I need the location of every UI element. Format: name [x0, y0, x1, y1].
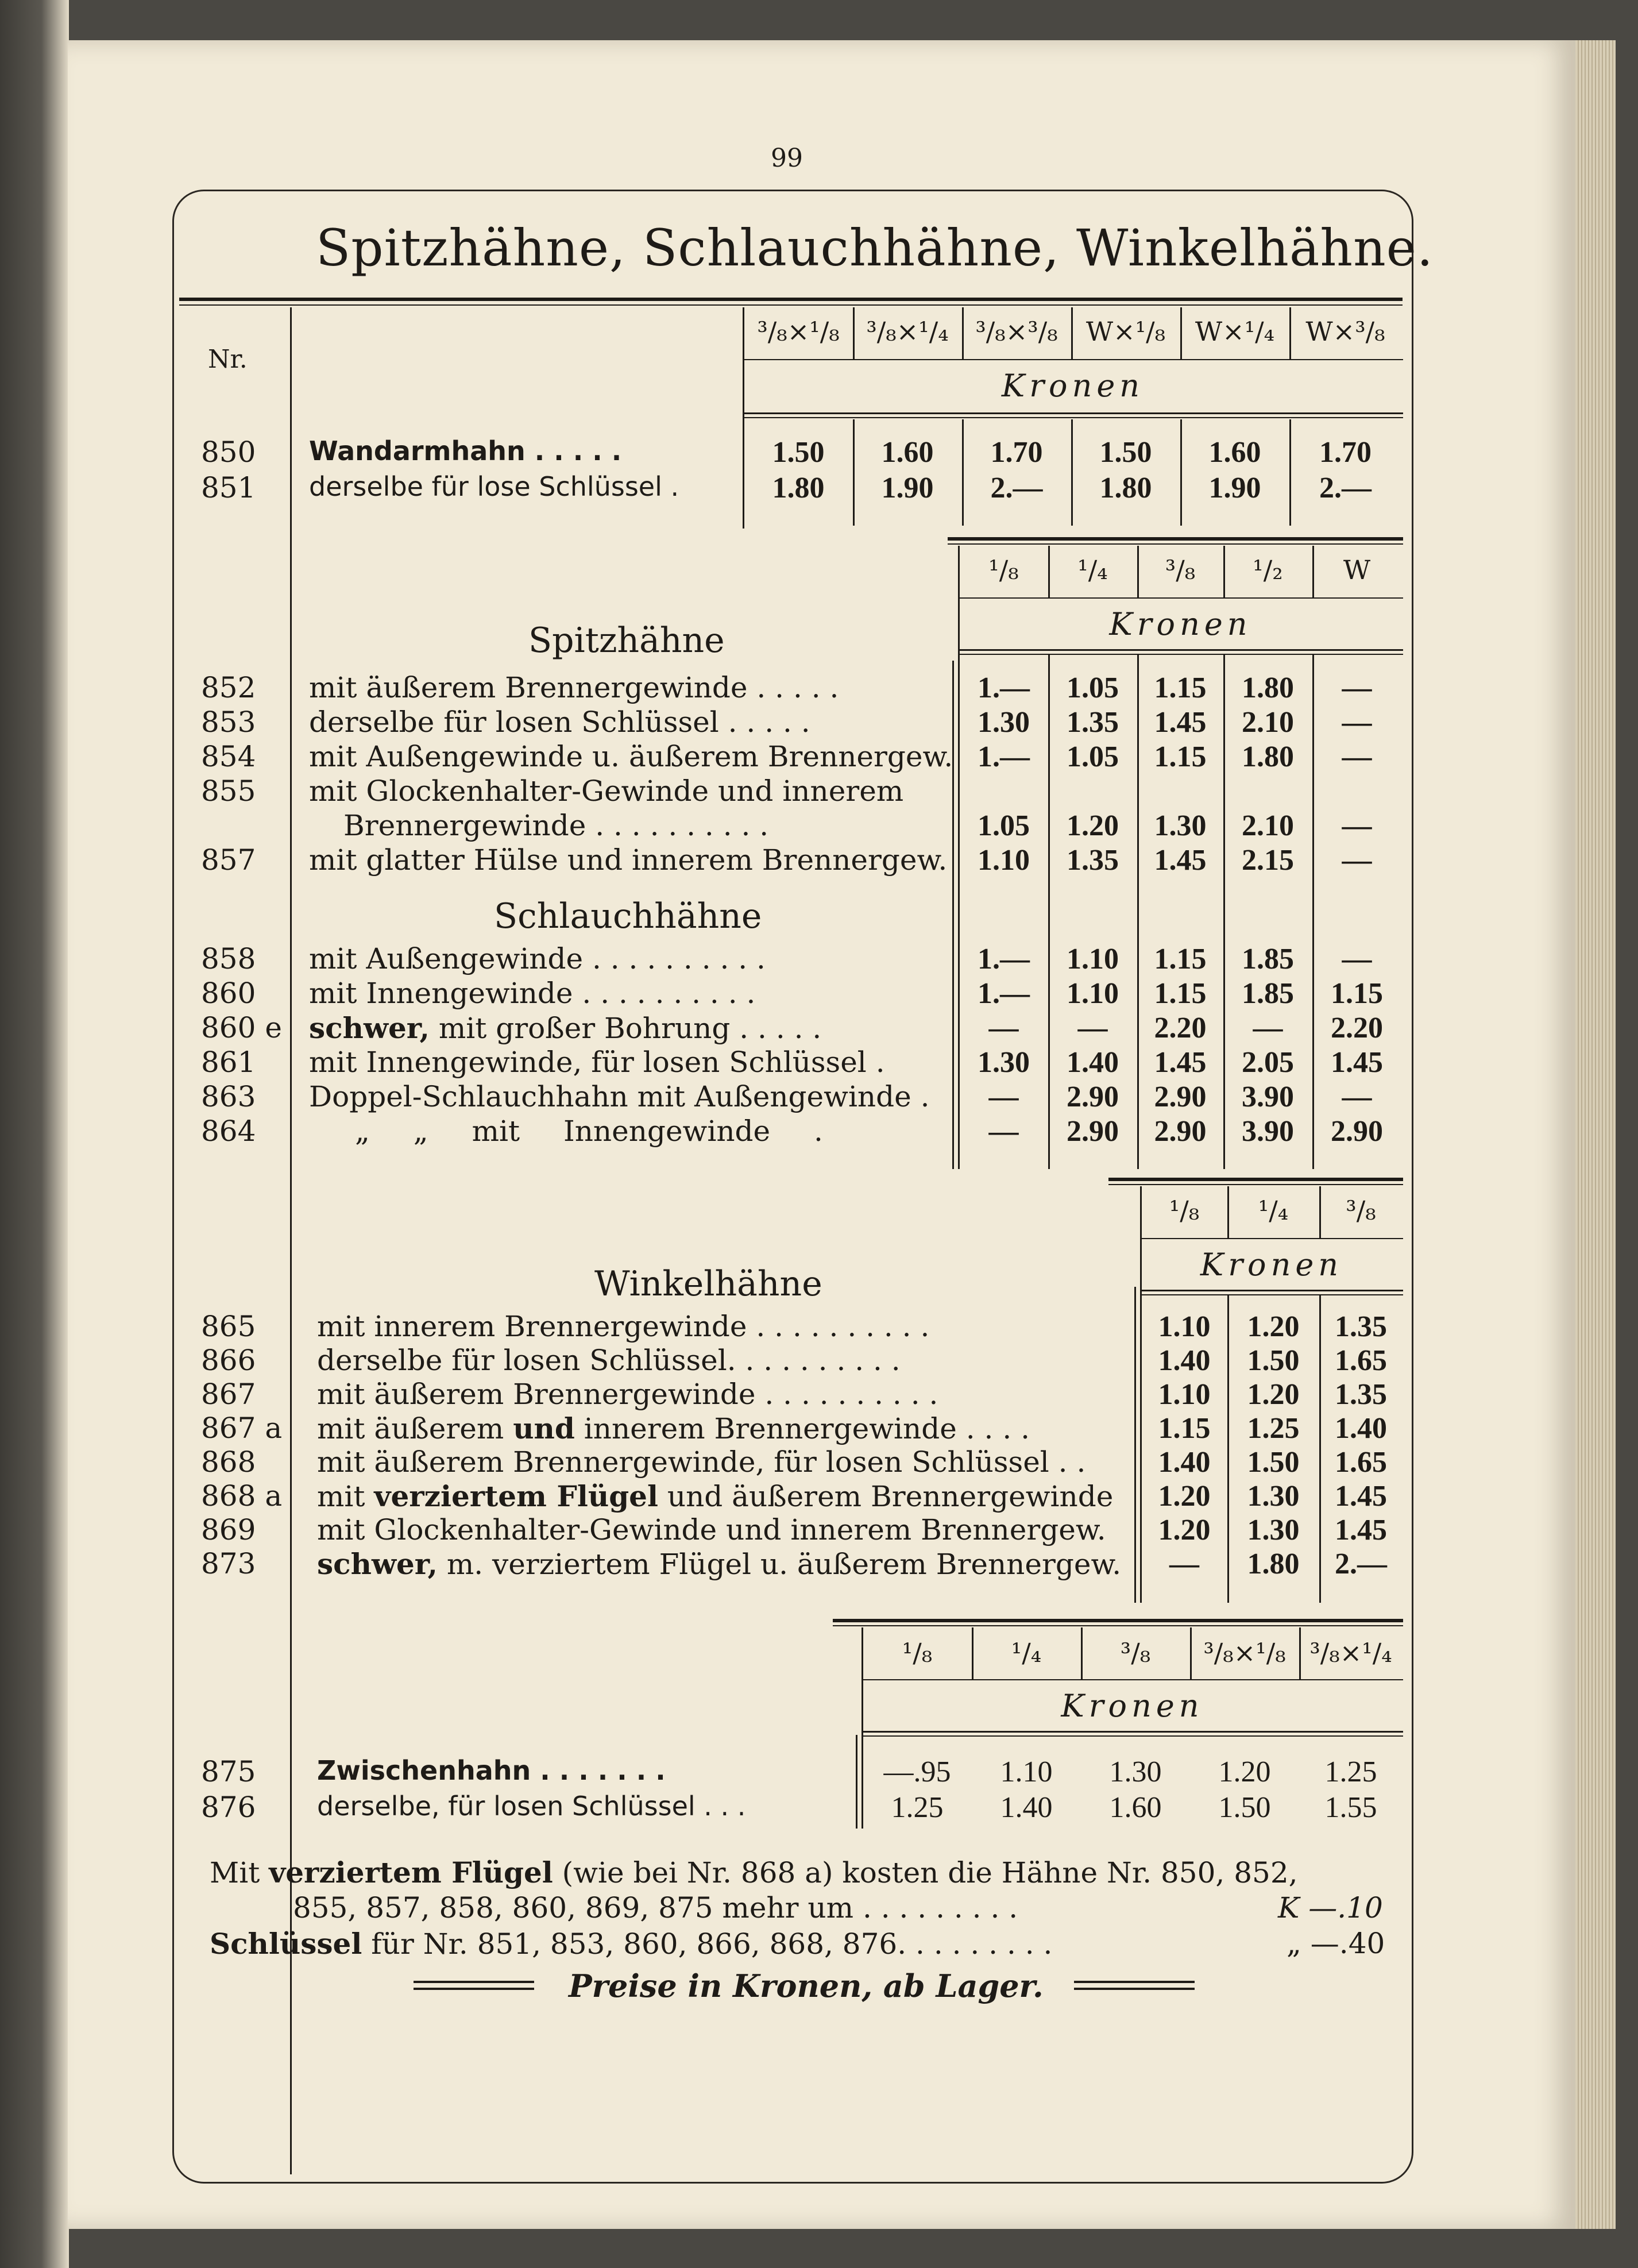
item-desc-pre: mit äußerem: [317, 1412, 513, 1445]
price: —: [1342, 1081, 1372, 1113]
price: —: [1342, 943, 1372, 975]
item-desc: derselbe für losen Schlüssel. . . . . . . . . .: [317, 1344, 901, 1377]
t2-hdr-sep: [1223, 546, 1225, 597]
item-desc: [317, 1479, 1113, 1513]
top-rule-thin: [179, 304, 1403, 306]
t1-kronen: Kronen: [1001, 368, 1145, 404]
price: 2.90: [1067, 1115, 1119, 1148]
t2-left-border-outer: [952, 661, 954, 1169]
price: 1.80: [1099, 472, 1152, 504]
t4-top-rule: [833, 1619, 1403, 1622]
t1-header-rule: [743, 359, 1403, 360]
t2-header-rule: [958, 597, 1403, 599]
item-desc-bold: schwer,: [309, 1011, 430, 1045]
price: 1.30: [978, 1046, 1030, 1079]
t2-kronen: Kronen: [1109, 606, 1252, 642]
price: 1.20: [1218, 1756, 1271, 1788]
item-nr: 875: [201, 1755, 256, 1788]
price: 2.20: [1154, 1012, 1207, 1044]
price: —: [988, 1115, 1019, 1148]
t1-col-header: W×¹/₈: [1085, 316, 1166, 347]
price: 1.80: [772, 472, 825, 504]
price: 1.15: [1154, 672, 1207, 704]
price: 1.50: [1247, 1344, 1300, 1377]
price: 1.55: [1324, 1791, 1377, 1824]
item-desc-desc: m. verziertem Flügel u. äußerem Brennergew.: [437, 1548, 1122, 1581]
item-nr: 868: [201, 1445, 256, 1479]
price: 1.10: [1158, 1378, 1211, 1411]
item-nr: 854: [201, 740, 256, 773]
item-nr: 852: [201, 671, 256, 704]
top-rule: [179, 298, 1403, 301]
t3-kronen-rule: [1140, 1290, 1403, 1291]
item-nr: 851: [201, 471, 256, 504]
note-line-2-price: K —.10: [1278, 1891, 1383, 1924]
t3-col-header: ¹/₈: [1169, 1195, 1200, 1226]
price: 1.35: [1335, 1378, 1387, 1411]
section-title: Winkelhähne: [594, 1264, 822, 1304]
price: 1.65: [1335, 1344, 1387, 1377]
note3-bold: Schlüssel: [210, 1927, 362, 1961]
t4-hdr-sep: [1190, 1627, 1192, 1679]
item-desc: mit glatter Hülse und innerem Brennergew.: [309, 843, 948, 877]
item-desc-bold: schwer,: [317, 1547, 438, 1581]
item-nr: 861: [201, 1046, 256, 1079]
nr-divider: [290, 307, 292, 2174]
item-desc: mit Glockenhalter-Gewinde und innerem: [309, 774, 904, 808]
price: 1.90: [1208, 472, 1261, 504]
section-title: Schlauchhähne: [494, 896, 762, 936]
footer-rule-right-2: [1074, 1988, 1195, 1990]
price: —.95: [883, 1756, 951, 1788]
item-nr: 864: [201, 1114, 256, 1148]
price: 1.60: [881, 436, 934, 469]
price: 2.—: [1335, 1548, 1387, 1580]
price: 1.05: [978, 809, 1030, 842]
t2-col-header: ¹/₈: [988, 554, 1019, 585]
item-nr: 860: [201, 977, 256, 1010]
price: 1.30: [1154, 809, 1207, 842]
price: 2.90: [1067, 1081, 1119, 1113]
price: 1.70: [1319, 436, 1372, 469]
t1-col-header: W×¹/₄: [1195, 316, 1275, 347]
footer-rule-left: [414, 1981, 534, 1983]
t4-kronen-rule2: [862, 1735, 1403, 1737]
item-desc: mit Innengewinde, für losen Schlüssel .: [309, 1046, 885, 1079]
price: 1.20: [1247, 1310, 1300, 1343]
price: —: [1342, 740, 1372, 773]
item-desc: mit äußerem Brennergewinde . . . . . . . . . .: [317, 1378, 938, 1411]
t1-col-header: ³/₈×¹/₄: [866, 316, 949, 347]
price: 1.45: [1335, 1480, 1387, 1513]
price: 1.15: [1154, 977, 1207, 1010]
price: 2.90: [1331, 1115, 1383, 1148]
note1-pre: Mit: [210, 1856, 269, 1889]
page-number: 99: [771, 144, 803, 173]
item-nr: 860 e: [201, 1011, 282, 1044]
t1-hdr-sep: [1180, 307, 1182, 359]
item-desc-rest: mit großer Bohrung . . . . .: [429, 1012, 822, 1045]
t4-col-header: ³/₈×¹/₄: [1309, 1637, 1392, 1668]
note3-rest: für Nr. 851, 853, 860, 866, 868, 876. . . . . . . . .: [362, 1927, 1053, 1961]
price: 1.20: [1158, 1514, 1211, 1546]
footer-rule-left-2: [414, 1988, 534, 1990]
item-desc: „ „ mit Innengewinde .: [355, 1114, 823, 1148]
item-desc: mit Innengewinde . . . . . . . . . .: [309, 977, 756, 1010]
price: 1.05: [1067, 740, 1119, 773]
price: 1.80: [1242, 740, 1294, 773]
price: 1.80: [1242, 672, 1294, 704]
price: 1.40: [1335, 1412, 1387, 1445]
price: 1.10: [1158, 1310, 1211, 1343]
price: 1.10: [978, 844, 1030, 877]
t2-hdr-sep: [1312, 546, 1314, 597]
price: 1.45: [1154, 1046, 1207, 1079]
t3-col-header: ¹/₄: [1258, 1195, 1289, 1226]
price: 1.45: [1154, 844, 1207, 877]
item-desc: [317, 1547, 1121, 1581]
price: 1.10: [1067, 943, 1119, 975]
price: 1.40: [1000, 1791, 1053, 1824]
price: 1.30: [1247, 1480, 1300, 1513]
price: 2.15: [1242, 844, 1294, 877]
price: 1.45: [1335, 1514, 1387, 1546]
price: 1.30: [1247, 1514, 1300, 1546]
item-nr: 865: [201, 1310, 256, 1343]
item-desc-pre: mit: [317, 1480, 374, 1513]
t3-left-border-outer: [1134, 1287, 1136, 1603]
price: 1.35: [1067, 706, 1119, 739]
price: 1.25: [891, 1791, 944, 1824]
price: 2.—: [990, 472, 1043, 504]
item-desc: derselbe für losen Schlüssel . . . . .: [309, 705, 810, 739]
t1-col-header: ³/₈×³/₈: [975, 316, 1058, 347]
footer-title: Preise in Kronen, ab Lager.: [569, 1968, 1044, 2004]
price: 1.—: [978, 943, 1030, 975]
price: 1.—: [978, 740, 1030, 773]
price: 1.30: [1109, 1756, 1162, 1788]
footer-rule-right: [1074, 1981, 1195, 1983]
item-nr: 866: [201, 1344, 256, 1377]
t4-col-header: ³/₈×¹/₈: [1203, 1637, 1286, 1668]
price: 1.50: [1218, 1791, 1271, 1824]
price: 1.20: [1158, 1480, 1211, 1513]
item-desc-desc: und äußerem Brennergewinde: [658, 1480, 1114, 1513]
nr-header: Nr.: [208, 345, 248, 374]
price: 2.05: [1242, 1046, 1294, 1079]
page-edges: [1575, 40, 1616, 2229]
item-desc: mit Außengewinde u. äußerem Brennergew.: [309, 740, 953, 773]
price: 1.10: [1000, 1756, 1053, 1788]
item-desc-bold: und: [513, 1411, 575, 1445]
note1-rest: (wie bei Nr. 868 a) kosten die Hähne Nr. 850, 852,: [553, 1856, 1298, 1889]
price: —: [1342, 844, 1372, 877]
item-desc: mit Glockenhalter-Gewinde und innerem Brennergew.: [317, 1513, 1106, 1546]
t2-col-header: ¹/₄: [1077, 554, 1108, 585]
price: 1.30: [978, 706, 1030, 739]
item-nr: 867 a: [201, 1411, 283, 1445]
t2-kronen-rule2: [958, 654, 1403, 655]
t3-col-header: ³/₈: [1346, 1195, 1376, 1226]
item-nr: 867: [201, 1378, 256, 1411]
book-spine: [0, 0, 69, 2268]
t1-hdr-sep: [1071, 307, 1073, 359]
price: —: [988, 1012, 1019, 1044]
price: 1.45: [1154, 706, 1207, 739]
t4-left-border-outer: [856, 1735, 857, 1829]
t3-hdr-sep: [1227, 1186, 1229, 1238]
t4-hdr-sep: [1081, 1627, 1083, 1679]
price: 3.90: [1242, 1115, 1294, 1148]
item-desc: mit äußerem Brennergewinde, für losen Schlüssel . .: [317, 1445, 1086, 1479]
item-desc: [317, 1411, 1030, 1445]
t1-kronen-rule: [743, 412, 1403, 414]
price: —: [988, 1081, 1019, 1113]
item-nr: 869: [201, 1513, 256, 1546]
price: 1.50: [1099, 436, 1152, 469]
t2-top-rule: [948, 537, 1403, 541]
price: 1.60: [1109, 1791, 1162, 1824]
price: 1.35: [1067, 844, 1119, 877]
price: —: [1342, 672, 1372, 704]
price: 1.40: [1158, 1344, 1211, 1377]
price: 1.15: [1154, 740, 1207, 773]
t1-hdr-sep: [962, 307, 964, 359]
item-desc: [309, 1011, 821, 1045]
price: 1.05: [1067, 672, 1119, 704]
t3-header-rule: [1140, 1238, 1403, 1239]
item-desc: mit äußerem Brennergewinde . . . . .: [309, 671, 839, 704]
price: 2.90: [1154, 1081, 1207, 1113]
t4-kronen: Kronen: [1061, 1688, 1204, 1724]
price: 1.50: [772, 436, 825, 469]
t4-kronen-rule: [862, 1731, 1403, 1733]
item-desc: mit Außengewinde . . . . . . . . . .: [309, 942, 766, 975]
price: 1.85: [1242, 977, 1294, 1010]
item-nr: 857: [201, 843, 256, 877]
price: 1.20: [1067, 809, 1119, 842]
t4-hdr-sep: [972, 1627, 973, 1679]
price: —: [1169, 1548, 1199, 1580]
price: —: [1077, 1012, 1108, 1044]
price: 1.90: [881, 472, 934, 504]
item-desc: Doppel-Schlauchhahn mit Außengewinde .: [309, 1080, 930, 1113]
item-desc: derselbe für lose Schlüssel .: [309, 471, 679, 502]
price: 3.90: [1242, 1081, 1294, 1113]
t4-col-header: ¹/₈: [902, 1637, 933, 1668]
t3-kronen: Kronen: [1200, 1247, 1343, 1283]
item-nr: 876: [201, 1791, 256, 1824]
t2-hdr-sep: [1048, 546, 1050, 597]
t1-col-header: ³/₈×¹/₈: [757, 316, 840, 347]
t3-kronen-rule2: [1140, 1294, 1403, 1295]
t4-top-rule-thin: [833, 1625, 1403, 1626]
price: 1.35: [1335, 1310, 1387, 1343]
t1-kronen-rule2: [743, 417, 1403, 418]
t4-col-header: ¹/₄: [1011, 1637, 1042, 1668]
t2-col-header: ¹/₂: [1253, 554, 1283, 585]
price: 1.80: [1247, 1548, 1300, 1580]
price: 1.60: [1208, 436, 1261, 469]
item-desc: derselbe, für losen Schlüssel . . .: [317, 1791, 746, 1822]
t1-hdr-sep: [853, 307, 855, 359]
note-line-3-price: „ —.40: [1287, 1927, 1385, 1960]
price: 1.70: [990, 436, 1043, 469]
item-nr: 853: [201, 705, 256, 739]
item-nr: 868 a: [201, 1479, 283, 1513]
price: 1.50: [1247, 1446, 1300, 1479]
t2-kronen-rule: [958, 649, 1403, 651]
item-nr: 863: [201, 1080, 256, 1113]
price: 2.90: [1154, 1115, 1207, 1148]
price: 1.—: [978, 977, 1030, 1010]
price: 1.10: [1067, 977, 1119, 1010]
t3-hdr-sep: [1319, 1186, 1321, 1238]
price: 1.40: [1067, 1046, 1119, 1079]
t3-top-rule: [1108, 1178, 1403, 1181]
price: 2.10: [1242, 809, 1294, 842]
t2-top-rule-thin: [948, 543, 1403, 545]
item-desc-bold: verziertem Flügel: [374, 1479, 658, 1513]
item-desc-desc: innerem Brennergewinde . . . .: [574, 1412, 1030, 1445]
price: 1.40: [1158, 1446, 1211, 1479]
page-title: Spitzhähne, Schlauchhähne, Winkelhähne.: [316, 218, 1434, 277]
t4-col-header: ³/₈: [1120, 1637, 1151, 1668]
price: 2.10: [1242, 706, 1294, 739]
t1-col-header: W×³/₈: [1305, 316, 1385, 347]
t2-col-header: ³/₈: [1165, 554, 1196, 585]
price: 2.—: [1319, 472, 1372, 504]
price: 1.65: [1335, 1446, 1387, 1479]
item-nr: 855: [201, 774, 256, 808]
t1-hdr-sep: [1289, 307, 1291, 359]
price: 1.15: [1154, 943, 1207, 975]
item-desc-cont: Brennergewinde . . . . . . . . . .: [343, 809, 769, 842]
price: 1.25: [1324, 1756, 1377, 1788]
price: —: [1253, 1012, 1283, 1044]
price: 1.85: [1242, 943, 1294, 975]
note-line-3: [210, 1927, 1052, 1961]
item-desc: mit innerem Brennergewinde . . . . . . . . . .: [317, 1310, 930, 1343]
item-nr: 850: [201, 435, 256, 469]
item-desc: Wandarmhahn . . . . .: [309, 435, 622, 466]
t4-header-rule: [862, 1679, 1403, 1680]
price: 1.15: [1331, 977, 1383, 1010]
price: —: [1342, 706, 1372, 739]
price: 1.20: [1247, 1378, 1300, 1411]
note1-bold: verziertem Flügel: [269, 1856, 553, 1889]
section-title: Spitzhähne: [528, 620, 725, 661]
price: 2.20: [1331, 1012, 1383, 1044]
price: 1.45: [1331, 1046, 1383, 1079]
item-nr: 873: [201, 1547, 256, 1580]
t2-hdr-sep: [1137, 546, 1139, 597]
t4-hdr-sep: [1299, 1627, 1301, 1679]
t2-col-header: W: [1343, 554, 1371, 585]
note-line-2: 855, 857, 858, 860, 869, 875 mehr um . . . . . . . . .: [293, 1891, 1018, 1924]
price: 1.15: [1158, 1412, 1211, 1445]
note-line-1: [210, 1856, 1298, 1889]
price: —: [1342, 809, 1372, 842]
item-desc: Zwischenhahn . . . . . . .: [317, 1755, 666, 1786]
t3-top-rule-thin: [1108, 1184, 1403, 1185]
price: 1.—: [978, 672, 1030, 704]
item-nr: 858: [201, 942, 256, 975]
price: 1.25: [1247, 1412, 1300, 1445]
